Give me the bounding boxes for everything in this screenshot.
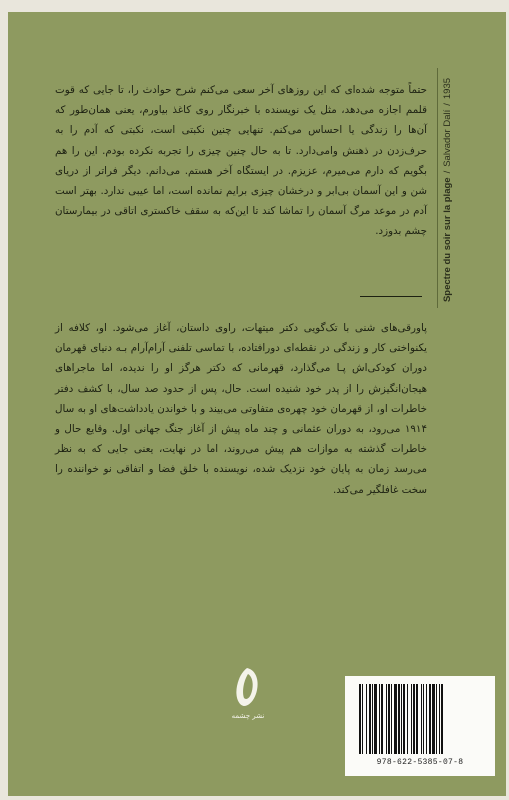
caption-separator: /: [442, 170, 453, 174]
barcode-bar: [379, 684, 380, 754]
synopsis-text: [55, 318, 427, 500]
barcode-bar: [398, 684, 400, 754]
barcode-bar: [403, 684, 405, 754]
barcode-bar: [429, 684, 431, 754]
section-divider: [360, 296, 422, 297]
barcode-bar: [388, 684, 390, 754]
caption-separator: /: [442, 103, 453, 106]
barcode-bar: [374, 684, 377, 754]
barcode-bar: [411, 684, 412, 754]
barcode-bar: [381, 684, 383, 754]
painting-title: Spectre du soir sur la plage: [442, 177, 453, 303]
barcode-bar: [366, 684, 367, 754]
barcode: [357, 684, 483, 754]
spine-caption: [442, 70, 460, 310]
publisher-logo-icon: [227, 660, 267, 720]
barcode-bar: [432, 684, 435, 754]
barcode-bar: [372, 684, 373, 754]
barcode-bar: [362, 684, 363, 754]
isbn-number: 978-622-5385-07-8: [376, 758, 464, 767]
barcode-bar: [394, 684, 397, 754]
barcode-bar: [423, 684, 424, 754]
barcode-bar: [407, 684, 408, 754]
barcode-bar: [436, 684, 437, 754]
barcode-panel: [345, 676, 495, 776]
barcode-bar: [426, 684, 427, 754]
synopsis-paragraph: پاورقی‌های شنی با تک‌گویی دکتر میتهات، راوی داستان، آغاز می‌شود. او، کلافه از یکنواختی کار و زندگی در نقطه‌ای دورافتاده، با تماسی تلفنی آرام‌آرام بـه دنیای قهرمان دوران کودکی‌اش پـا می‌گذارد، قهرمانی که دکتر هرگز او را ندیده، اما ماجراهای هیجان‌انگیزش را از پدر خود شنیده است. حال، پس از حدود صد سال، با کشف دفتر خاطرات او، از قهرمان خود چهره‌ی متفاوتی می‌بیند و با خواندن یادداشت‌های او به سال ۱۹۱۴ می‌رود، به دوران عثمانی و چند ماه پیش از آغاز جنگ جهانی اول. وقایع حال و خاطرات گذشته به موازات هم پیش می‌روند، اما در نهایت، یعنی جایی که به نظر می‌رسد زمان به پایان خود نزدیک شده، نویسنده با خلق فضا و اتفاقی نو خواننده را سخت غافلگیر می‌کند.: [55, 322, 427, 496]
excerpt-paragraph: حتماً متوجه شده‌ای که این روزهای آخر سعی می‌کنم شرح حوادث را، تا جایی که قوت قلمم اجازه می‌دهد، مثل یک نویسنده با خبرنگار روی کاغذ بیاورم، یعنی همان‌طور که آن‌ها را زندگی یا احساس می‌کنم. تنهایی چنین نکبتی است، نکبتی که آدم را به حرف‌زدن در ذهنش وامی‌دارد. تا به حال چنین چیزی را تجربه نکرده بودم. این را هم بگویم که دارم می‌میرم، عزیزم. در ایستگاه آخر هستم. می‌دانم. دیگر فراتر از دریای شن و این آسمان بی‌ابر و درخشان چیزی برایم نمانده است، اما عیبی ندارد. بهتر است آدم در موعد مرگ آسمان را تماشا کند تا این‌که به سقف خاکستری اتاقی در بیمارستان چشم بدوزد.: [55, 84, 427, 238]
painting-year: 1935: [442, 77, 453, 100]
barcode-bar: [416, 684, 418, 754]
painting-artist: Salvador Dalí: [442, 109, 453, 167]
barcode-bar: [441, 684, 443, 754]
barcode-bar: [386, 684, 387, 754]
barcode-bar: [359, 684, 361, 754]
publisher-name: نشر چشمه: [231, 712, 265, 720]
barcode-bar: [369, 684, 371, 754]
excerpt-text: [55, 80, 427, 242]
barcode-bar: [421, 684, 422, 754]
barcode-bar: [401, 684, 402, 754]
barcode-bar: [439, 684, 440, 754]
barcode-bar: [391, 684, 392, 754]
barcode-bar: [413, 684, 415, 754]
